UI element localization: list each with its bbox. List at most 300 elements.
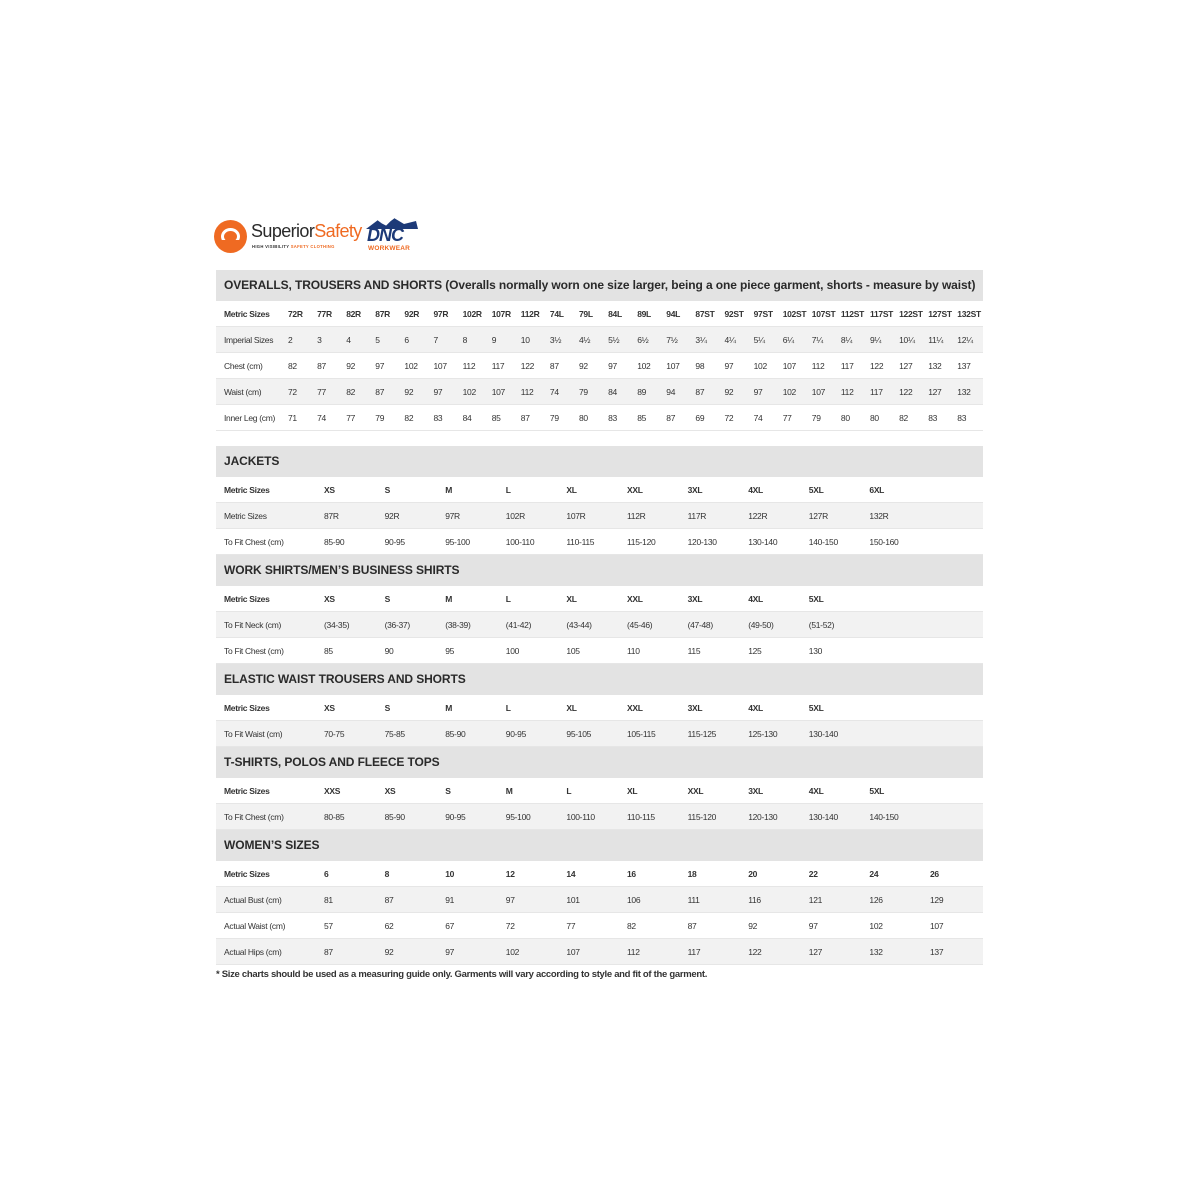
- table-cell: (38-39): [445, 620, 471, 630]
- table-cell: 102: [782, 387, 796, 397]
- logo-tagline-part2: SAFETY CLOTHING: [290, 244, 335, 249]
- table-cell: 57: [324, 921, 333, 931]
- table-cell: 77: [346, 413, 356, 423]
- table-cell: M: [445, 485, 452, 495]
- table-cell: 137: [930, 947, 944, 957]
- table-cell: 85: [637, 413, 647, 423]
- table-cell: 9: [491, 335, 497, 345]
- superior-safety-emblem-icon: [214, 220, 247, 253]
- table-cell: 117ST: [870, 309, 894, 319]
- table-cell: 92: [346, 361, 356, 371]
- table-cell: 9¼: [870, 335, 882, 345]
- table-cell: 100: [505, 646, 520, 656]
- table-cell: 80-85: [324, 812, 345, 822]
- table-cell: 102: [869, 921, 883, 931]
- table-cell: 120-130: [748, 812, 778, 822]
- table-cell: 127: [928, 387, 942, 397]
- table-cell: 87: [317, 361, 326, 371]
- table-cell: 85: [324, 646, 333, 656]
- table-cell: (47-48): [687, 620, 713, 630]
- table-cell: 92: [404, 387, 414, 397]
- table-row: [216, 695, 983, 721]
- row-label: To Fit Chest (cm): [224, 812, 284, 822]
- table-cell: (49-50): [748, 620, 774, 630]
- section-title: JACKETS: [216, 446, 983, 477]
- table-cell: 90-95: [445, 812, 466, 822]
- table-cell: 79: [579, 387, 588, 397]
- table-cell: 74: [753, 413, 763, 423]
- table-cell: 67: [445, 921, 455, 931]
- table-cell: 84: [462, 413, 472, 423]
- table-cell: 82: [346, 387, 356, 397]
- row-label: Metric Sizes: [224, 869, 270, 879]
- table-cell: 87R: [324, 511, 339, 521]
- table-cell: 112ST: [840, 309, 864, 319]
- row-label: Actual Bust (cm): [224, 895, 282, 905]
- table-cell: 117: [687, 947, 701, 957]
- table-cell: 3: [317, 335, 322, 345]
- table-cell: 90-95: [384, 537, 405, 547]
- table-cell: 75-85: [384, 729, 405, 739]
- table-cell: 12: [505, 869, 515, 879]
- table-cell: 10¼: [899, 335, 915, 345]
- table-cell: 7½: [666, 335, 678, 345]
- table-cell: 5XL: [808, 703, 824, 713]
- table-cell: 102R: [462, 309, 482, 319]
- table-cell: 117: [840, 361, 854, 371]
- section-title: T-SHIRTS, POLOS AND FLEECE TOPS: [216, 747, 983, 778]
- row-label: To Fit Neck (cm): [224, 620, 282, 630]
- table-cell: 112: [840, 387, 854, 397]
- table-cell: (34-35): [324, 620, 350, 630]
- table-cell: 117: [491, 361, 505, 371]
- table-cell: 5½: [608, 335, 620, 345]
- table-cell: 122: [870, 361, 884, 371]
- table-cell: 4XL: [748, 485, 763, 495]
- table-cell: 4¼: [724, 335, 736, 345]
- table-cell: 3XL: [748, 786, 763, 796]
- row-label: Metric Sizes: [224, 594, 270, 604]
- table-cell: 102: [637, 361, 651, 371]
- table-cell: 97: [375, 361, 385, 371]
- table-row: [216, 477, 983, 503]
- table-cell: 106: [627, 895, 641, 905]
- logo-name-part1: Superior: [251, 221, 315, 241]
- table-cell: 107R: [491, 309, 511, 319]
- table-cell: 90-95: [505, 729, 527, 739]
- footnote: * Size charts should be used as a measuring guide only. Garments will vary according to style and fit of the garment.: [216, 969, 708, 980]
- table-cell: 120-130: [687, 537, 717, 547]
- table-cell: 72: [288, 387, 297, 397]
- table-cell: M: [445, 594, 452, 604]
- table-cell: 92: [748, 921, 758, 931]
- table-cell: 97: [608, 361, 617, 371]
- table-row: [216, 861, 983, 887]
- table-cell: 117R: [687, 511, 707, 521]
- table-cell: L: [505, 485, 511, 495]
- table-cell: 97: [445, 947, 455, 957]
- table-cell: 3XL: [687, 594, 703, 604]
- table-cell: 84: [608, 387, 617, 397]
- table-row: [216, 327, 983, 353]
- table-cell: S: [384, 485, 390, 495]
- table-cell: 102: [404, 361, 418, 371]
- table-cell: 87: [324, 947, 333, 957]
- table-cell: XS: [324, 703, 335, 713]
- table-cell: 79: [375, 413, 385, 423]
- table-cell: 85-90: [324, 537, 345, 547]
- table-cell: S: [445, 786, 451, 796]
- table-cell: 87ST: [695, 309, 715, 319]
- table-cell: 95-100: [505, 812, 531, 822]
- table-cell: 102: [505, 947, 520, 957]
- table-cell: 115: [687, 646, 701, 656]
- table-cell: (51-52): [808, 620, 835, 630]
- table-cell: 97R: [433, 309, 449, 319]
- table-cell: 87: [549, 361, 559, 371]
- table-cell: 3XL: [687, 703, 703, 713]
- table-cell: 90: [384, 646, 394, 656]
- table-cell: 112: [520, 387, 534, 397]
- table-cell: 127R: [808, 511, 828, 521]
- table-cell: 11¼: [928, 335, 944, 345]
- table-cell: 110: [627, 646, 640, 656]
- table-cell: 127: [899, 361, 913, 371]
- table-cell: 107: [566, 947, 580, 957]
- table-cell: L: [505, 703, 511, 713]
- table-cell: 87: [375, 387, 385, 397]
- table-cell: 77: [782, 413, 792, 423]
- table-cell: 6: [404, 335, 409, 345]
- table-cell: 115-125: [687, 729, 717, 739]
- brand-logos: [214, 216, 614, 256]
- size-chart: [216, 270, 983, 965]
- table-row: [216, 939, 983, 965]
- table-cell: 107: [491, 387, 505, 397]
- table-cell: 74L: [549, 309, 564, 319]
- table-cell: 140-150: [808, 537, 838, 547]
- row-label: Actual Hips (cm): [224, 947, 282, 957]
- table-row: [216, 778, 983, 804]
- table-cell: 92R: [404, 309, 420, 319]
- table-cell: 116: [748, 895, 761, 905]
- table-cell: 74: [549, 387, 559, 397]
- table-cell: 140-150: [869, 812, 899, 822]
- table-cell: 102: [753, 361, 767, 371]
- section-tshirts: [216, 747, 983, 830]
- table-cell: (41-42): [505, 620, 532, 630]
- table-cell: XXL: [627, 485, 643, 495]
- table-cell: 72: [505, 921, 515, 931]
- table-cell: 82: [627, 921, 636, 931]
- table-cell: 85-90: [384, 812, 405, 822]
- table-cell: 87: [695, 387, 705, 397]
- table-cell: 79L: [579, 309, 593, 319]
- table-cell: 91: [445, 895, 455, 905]
- table-cell: 69: [695, 413, 705, 423]
- table-cell: XL: [566, 594, 577, 604]
- table-cell: 132ST: [957, 309, 981, 319]
- table-cell: 95: [445, 646, 455, 656]
- table-cell: 5XL: [808, 594, 824, 604]
- row-label: To Fit Chest (cm): [224, 646, 284, 656]
- table-cell: 87: [666, 413, 676, 423]
- table-cell: 77R: [317, 309, 332, 319]
- section-overalls: [216, 270, 983, 431]
- dnc-logo: [364, 216, 420, 256]
- table-cell: 10: [445, 869, 455, 879]
- table-cell: 94: [666, 387, 676, 397]
- table-cell: 89L: [637, 309, 651, 319]
- table-cell: 97ST: [753, 309, 773, 319]
- table-cell: XL: [566, 703, 577, 713]
- table-cell: 100-110: [505, 537, 535, 547]
- table-cell: 107ST: [811, 309, 836, 319]
- table-cell: 70-75: [324, 729, 345, 739]
- table-cell: 82R: [346, 309, 361, 319]
- table-cell: 130-140: [808, 729, 838, 739]
- table-cell: 92: [724, 387, 734, 397]
- section-title: WORK SHIRTS/MEN’S BUSINESS SHIRTS: [216, 555, 983, 586]
- table-cell: 112R: [520, 309, 540, 319]
- table-cell: 80: [870, 413, 879, 423]
- table-cell: 105-115: [627, 729, 656, 739]
- table-cell: 79: [549, 413, 559, 423]
- table-cell: XXL: [627, 703, 643, 713]
- table-cell: 132: [957, 387, 971, 397]
- row-label: Metric Sizes: [224, 485, 270, 495]
- table-cell: 81: [324, 895, 333, 905]
- table-cell: 125: [748, 646, 762, 656]
- logo-tagline-part1: HIGH VISIBILITY: [252, 244, 290, 249]
- table-cell: 8¼: [840, 335, 853, 345]
- table-row: [216, 405, 983, 431]
- table-cell: 8: [384, 869, 390, 879]
- row-label: Metric Sizes: [224, 786, 270, 796]
- table-row: [216, 612, 983, 638]
- table-cell: 132: [869, 947, 883, 957]
- table-cell: 7: [433, 335, 438, 345]
- row-label: Chest (cm): [224, 361, 263, 371]
- superior-safety-logo: [214, 218, 362, 254]
- row-label: Waist (cm): [224, 387, 262, 397]
- dnc-name: DNC: [367, 225, 403, 245]
- row-label: Metric Sizes: [224, 309, 270, 319]
- table-cell: 107: [782, 361, 796, 371]
- table-cell: 83: [957, 413, 967, 423]
- table-cell: 105: [566, 646, 580, 656]
- table-cell: 112: [462, 361, 476, 371]
- table-cell: 97: [433, 387, 443, 397]
- table-cell: 62: [384, 921, 394, 931]
- section-title: ELASTIC WAIST TROUSERS AND SHORTS: [216, 664, 983, 695]
- table-cell: M: [445, 703, 452, 713]
- table-cell: 6XL: [869, 485, 885, 495]
- table-cell: 107R: [566, 511, 586, 521]
- table-cell: 127: [808, 947, 823, 957]
- table-cell: 111: [687, 895, 700, 905]
- table-cell: 74: [317, 413, 326, 423]
- table-cell: 79: [811, 413, 821, 423]
- table-cell: 92: [384, 947, 394, 957]
- table-cell: 87: [384, 895, 394, 905]
- table-cell: 5XL: [869, 786, 885, 796]
- table-cell: 107: [930, 921, 944, 931]
- table-cell: 112R: [627, 511, 646, 521]
- table-cell: 77: [566, 921, 576, 931]
- table-cell: L: [505, 594, 511, 604]
- table-row: [216, 353, 983, 379]
- table-cell: 85-90: [445, 729, 466, 739]
- table-cell: 4XL: [748, 594, 763, 604]
- table-cell: 97: [505, 895, 515, 905]
- table-cell: 122: [748, 947, 762, 957]
- table-cell: 122R: [748, 511, 768, 521]
- table-cell: 121: [808, 895, 823, 905]
- table-cell: 16: [627, 869, 636, 879]
- table-cell: XS: [384, 786, 396, 796]
- table-cell: 18: [687, 869, 697, 879]
- table-cell: XS: [324, 485, 335, 495]
- table-cell: 83: [433, 413, 443, 423]
- table-cell: XXL: [687, 786, 704, 796]
- section-womens: [216, 830, 983, 965]
- table-cell: 4½: [579, 335, 591, 345]
- table-cell: 80: [579, 413, 588, 423]
- table-cell: 71: [288, 413, 297, 423]
- table-cell: 87: [687, 921, 697, 931]
- row-label: Actual Waist (cm): [224, 921, 286, 931]
- table-cell: 5: [375, 335, 380, 345]
- table-cell: 102R: [505, 511, 525, 521]
- row-label: To Fit Chest (cm): [224, 537, 284, 547]
- table-cell: L: [566, 786, 572, 796]
- table-row: [216, 804, 983, 830]
- table-cell: 125-130: [748, 729, 778, 739]
- table-cell: 97: [724, 361, 734, 371]
- table-cell: XS: [324, 594, 335, 604]
- table-cell: 101: [566, 895, 580, 905]
- table-cell: 3¼: [695, 335, 707, 345]
- table-cell: 7¼: [811, 335, 824, 345]
- table-cell: 115-120: [687, 812, 717, 822]
- row-label: To Fit Waist (cm): [224, 729, 283, 739]
- table-cell: 132: [928, 361, 942, 371]
- table-row: [216, 887, 983, 913]
- table-cell: 87: [520, 413, 530, 423]
- table-cell: 92ST: [724, 309, 744, 319]
- table-cell: 72: [724, 413, 734, 423]
- table-cell: XXL: [627, 594, 643, 604]
- table-cell: 72R: [288, 309, 303, 319]
- row-label: Imperial Sizes: [224, 335, 274, 345]
- row-label: Metric Sizes: [224, 703, 270, 713]
- table-cell: 5XL: [808, 485, 824, 495]
- table-cell: S: [384, 594, 390, 604]
- table-cell: 100-110: [566, 812, 595, 822]
- table-cell: 94L: [666, 309, 681, 319]
- table-cell: 22: [808, 869, 818, 879]
- table-cell: 12¼: [957, 335, 973, 345]
- table-cell: 77: [317, 387, 326, 397]
- table-row: [216, 721, 983, 747]
- table-cell: 26: [930, 869, 939, 879]
- table-cell: XL: [566, 485, 577, 495]
- section-elastic-waist: [216, 664, 983, 747]
- table-cell: (43-44): [566, 620, 592, 630]
- table-cell: 112: [811, 361, 825, 371]
- table-cell: M: [505, 786, 513, 796]
- table-cell: 87R: [375, 309, 390, 319]
- dnc-sub: WORKWEAR: [368, 245, 411, 252]
- table-cell: (36-37): [384, 620, 410, 630]
- section-title: OVERALLS, TROUSERS AND SHORTS (Overalls normally worn one size larger, being a one piece garment, shorts - measure by waist): [216, 270, 983, 301]
- table-cell: 83: [608, 413, 617, 423]
- table-cell: 6: [324, 869, 329, 879]
- table-cell: 89: [637, 387, 647, 397]
- table-cell: 112: [627, 947, 640, 957]
- table-cell: 150-160: [869, 537, 899, 547]
- table-row: [216, 529, 983, 555]
- table-cell: 130-140: [808, 812, 838, 822]
- table-cell: 97: [753, 387, 763, 397]
- section-jackets: [216, 446, 983, 555]
- row-label: Metric Sizes: [224, 511, 267, 521]
- table-cell: 132R: [869, 511, 889, 521]
- table-cell: 126: [869, 895, 883, 905]
- table-row: [216, 586, 983, 612]
- table-cell: 5¼: [753, 335, 765, 345]
- table-cell: 107: [811, 387, 826, 397]
- table-cell: 82: [404, 413, 414, 423]
- table-row: [216, 638, 983, 664]
- table-cell: 122ST: [899, 309, 923, 319]
- table-cell: 84L: [608, 309, 622, 319]
- table-cell: 85: [491, 413, 501, 423]
- table-cell: 20: [748, 869, 758, 879]
- table-cell: 6½: [637, 335, 649, 345]
- table-cell: XL: [627, 786, 638, 796]
- table-cell: XXS: [324, 786, 341, 796]
- table-cell: 82: [288, 361, 297, 371]
- table-cell: 130-140: [748, 537, 778, 547]
- table-cell: 137: [957, 361, 971, 371]
- table-cell: 110-115: [566, 537, 595, 547]
- table-cell: 14: [566, 869, 576, 879]
- table-cell: 107: [666, 361, 680, 371]
- table-cell: 4: [346, 335, 351, 345]
- table-cell: 83: [928, 413, 938, 423]
- table-cell: 117: [870, 387, 883, 397]
- table-row: [216, 503, 983, 529]
- table-cell: 4XL: [748, 703, 763, 713]
- table-cell: 110-115: [627, 812, 655, 822]
- table-cell: (45-46): [627, 620, 653, 630]
- table-cell: 10: [520, 335, 530, 345]
- table-cell: 2: [288, 335, 293, 345]
- table-cell: 115-120: [627, 537, 656, 547]
- table-cell: 102ST: [782, 309, 807, 319]
- table-cell: 102: [462, 387, 476, 397]
- table-cell: 95-100: [445, 537, 470, 547]
- table-cell: 4XL: [808, 786, 824, 796]
- table-cell: 3½: [549, 335, 562, 345]
- row-label: Inner Leg (cm): [224, 413, 276, 423]
- table-cell: 92: [579, 361, 588, 371]
- table-cell: 97R: [445, 511, 460, 521]
- table-cell: 92R: [384, 511, 400, 521]
- table-cell: 8: [462, 335, 468, 345]
